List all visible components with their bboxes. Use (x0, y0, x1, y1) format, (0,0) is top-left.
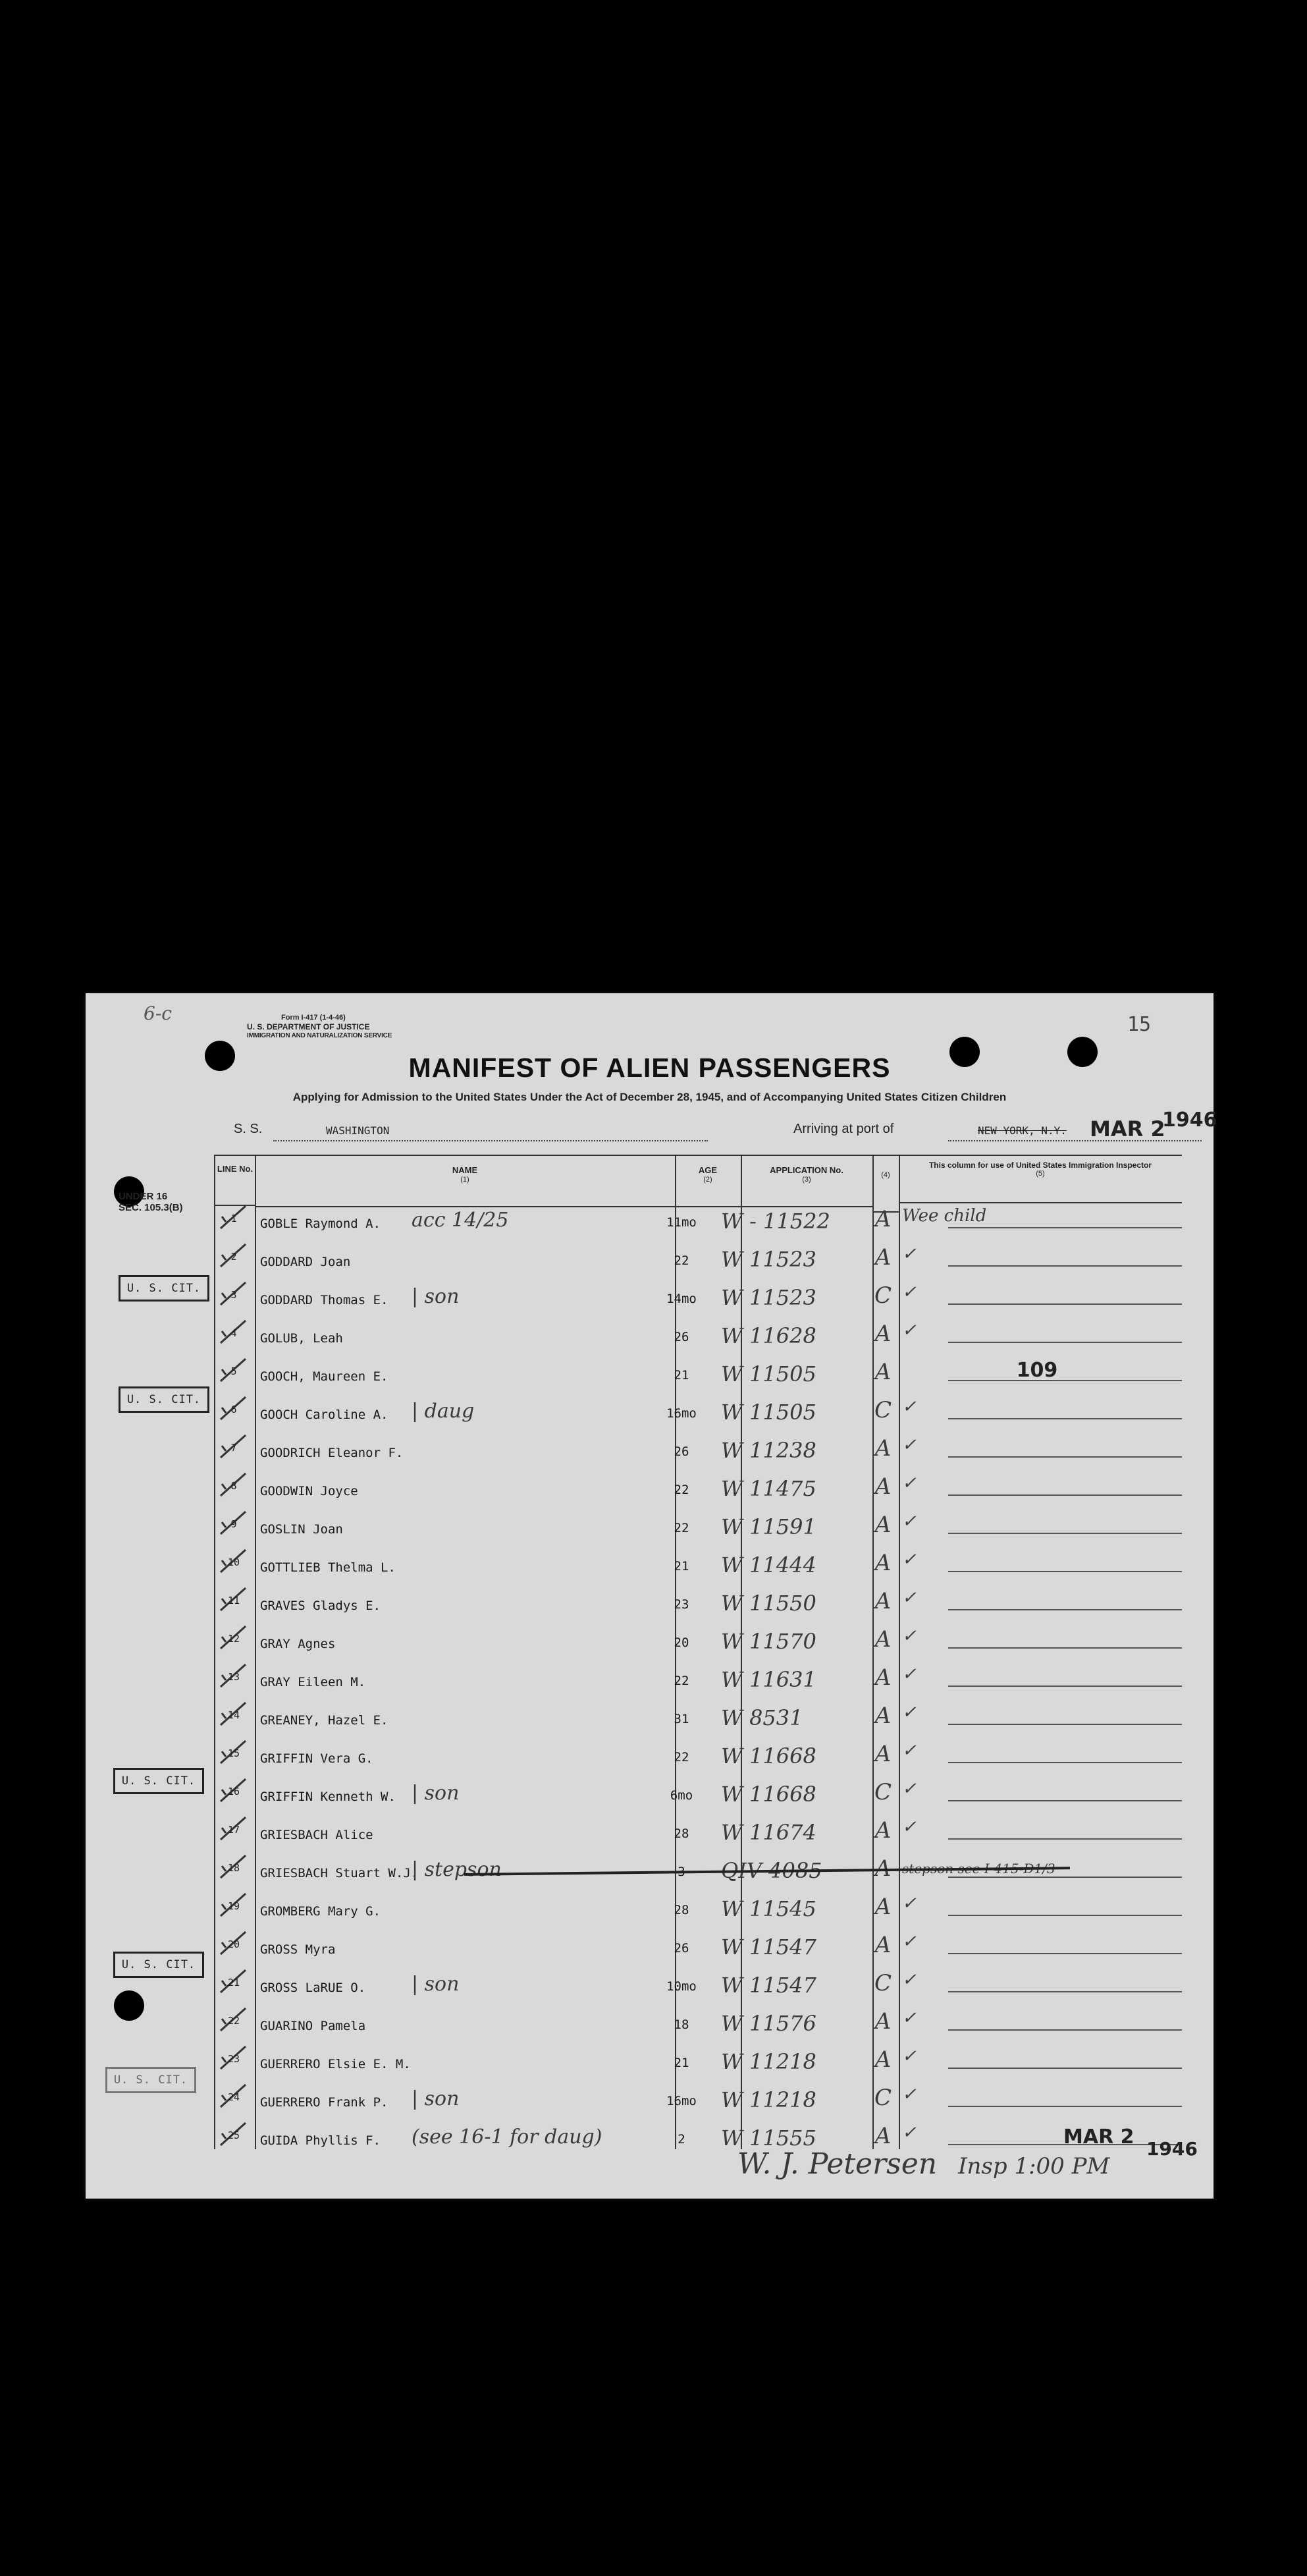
row-rule (948, 1227, 1182, 1228)
application-number: W 11547 (721, 1973, 816, 1998)
application-number: W 11674 (721, 1820, 816, 1845)
row-rule (948, 1724, 1182, 1725)
handwritten-name-note: | daug (412, 1400, 475, 1423)
inspector-mark: ✓ (902, 2123, 917, 2143)
table-row (214, 1963, 1182, 2002)
row-rule (948, 1647, 1182, 1649)
passenger-age: 16mo (666, 2094, 697, 2108)
class-code: A (874, 1817, 892, 1844)
passenger-name: GUERRERO Frank P. (260, 2095, 388, 2110)
table-row (214, 1543, 1182, 1581)
passenger-name: GOLUB, Leah (260, 1331, 343, 1346)
row-rule (948, 1494, 1182, 1496)
application-number: W 11668 (721, 1743, 816, 1768)
table-row (214, 1199, 1182, 1238)
application-number: W 11628 (721, 1323, 816, 1348)
class-code: A (874, 1703, 892, 1729)
class-code: A (874, 1359, 892, 1385)
application-number: W 11523 (721, 1247, 816, 1272)
class-code: A (874, 1894, 892, 1920)
row-rule (948, 1609, 1182, 1610)
application-number: W 11591 (721, 1514, 816, 1539)
line-number: 9 (230, 1518, 237, 1530)
header-inspector: This column for use of United States Immigration Inspector (5) (899, 1156, 1182, 1203)
handwritten-name-note: | son (412, 1782, 460, 1805)
class-code: A (874, 1206, 892, 1232)
line-number: 19 (227, 1900, 240, 1912)
inspector-mark: ✓ (902, 1435, 917, 1455)
passenger-age: 14mo (666, 1292, 697, 1306)
inspector-mark: ✓ (902, 1626, 917, 1646)
passenger-age: 31 (674, 1712, 689, 1726)
header-col4: (4) (872, 1156, 899, 1213)
line-number: 15 (227, 1747, 240, 1759)
class-code: A (874, 1473, 892, 1500)
inspector-mark: ✓ (902, 1282, 917, 1302)
inspector-mark: ✓ (902, 1473, 917, 1493)
inspector-mark: ✓ (902, 1817, 917, 1837)
inspector-mark: ✓ (902, 1244, 917, 1264)
class-code: A (874, 2123, 892, 2149)
under-16-note: UNDER 16 SEC. 105.3(B) (119, 1191, 183, 1213)
document-title: MANIFEST OF ALIEN PASSENGERS (408, 1053, 891, 1083)
line-number: 7 (230, 1442, 237, 1454)
passenger-age: 23 (674, 1597, 689, 1612)
handwritten-name-note: acc 14/25 (412, 1209, 509, 1232)
application-number: W 11475 (721, 1476, 816, 1501)
passenger-name: GOBLE Raymond A. (260, 1217, 381, 1231)
ship-line (234, 1109, 1217, 1143)
table-row (214, 1925, 1182, 1963)
line-number: 17 (227, 1824, 240, 1836)
passenger-name: GOTTLIEB Thelma L. (260, 1560, 396, 1575)
table-row (214, 2078, 1182, 2116)
us-citizen-stamp: U. S. CIT. (113, 1952, 204, 1978)
arrival-year-stamp: 1946 (1162, 1109, 1217, 1132)
passenger-age: 11mo (666, 1215, 697, 1230)
application-number: W 11505 (721, 1400, 816, 1425)
application-number: W 11555 (721, 2125, 816, 2151)
table-row (214, 1276, 1182, 1314)
passenger-age: 26 (674, 1444, 689, 1459)
class-code: C (874, 1779, 892, 1805)
class-code: A (874, 2046, 892, 2073)
us-citizen-stamp: U. S. CIT. (113, 1768, 204, 1794)
header-name: NAME (1) (255, 1156, 675, 1207)
port-label: Arriving at port of (793, 1122, 894, 1136)
class-code: A (874, 1550, 892, 1576)
inspector-mark: ✓ (902, 1588, 917, 1608)
row-rule (948, 1991, 1182, 1992)
inspector-mark: ✓ (902, 1741, 917, 1761)
passenger-age: 16mo (666, 1406, 697, 1421)
passenger-name: GOOCH Caroline A. (260, 1408, 388, 1422)
passenger-age: 28 (674, 1903, 689, 1917)
line-number: 8 (230, 1480, 237, 1492)
line-number: 5 (230, 1365, 237, 1377)
passenger-age: 21 (674, 2056, 689, 2070)
handwritten-name-note: | son (412, 1285, 460, 1308)
passenger-age: 2 (678, 2132, 685, 2147)
inspector-mark: ✓ (902, 1321, 917, 1340)
passenger-age: 21 (674, 1368, 689, 1383)
table-row (214, 1849, 1182, 1887)
application-number: W 11550 (721, 1591, 816, 1616)
passenger-name: GRIFFIN Vera G. (260, 1751, 373, 1766)
class-code: A (874, 1932, 892, 1958)
row-rule (948, 1418, 1182, 1419)
inspector-mark: ✓ (902, 1703, 917, 1722)
passenger-age: 28 (674, 1826, 689, 1841)
table-row (214, 1581, 1182, 1620)
row-rule (948, 1800, 1182, 1801)
passenger-name: GOODRICH Eleanor F. (260, 1446, 404, 1460)
inspector-mark: ✓ (902, 2046, 917, 2066)
handwritten-name-note: | stepson (412, 1858, 502, 1881)
manifest-page (86, 993, 1217, 2199)
header-age: AGE (2) (675, 1156, 741, 1207)
passenger-age: 22 (674, 1521, 689, 1535)
class-code: C (874, 1970, 892, 1996)
corner-note: 6-c (144, 1002, 172, 1024)
application-number: W - 11522 (721, 1209, 830, 1234)
table-row (214, 1696, 1182, 1734)
table-row (214, 1238, 1182, 1276)
inspector-signature: W. J. Petersen Insp 1:00 PM (737, 2147, 1110, 2181)
application-number: W 11668 (721, 1782, 816, 1807)
application-number: W 11570 (721, 1629, 816, 1654)
passenger-name: GRIESBACH Stuart W.J. (260, 1866, 419, 1880)
line-number: 22 (227, 2015, 240, 2027)
class-code: C (874, 1282, 892, 1309)
line-number: 18 (227, 1862, 240, 1874)
handwritten-name-note: | son (412, 1973, 460, 1996)
class-code: C (874, 1397, 892, 1423)
passenger-age: 22 (674, 1674, 689, 1688)
row-rule (948, 1303, 1182, 1305)
row-rule (948, 2029, 1182, 2031)
handwritten-name-note: (see 16-1 for daug) (412, 2125, 602, 2149)
class-code: A (874, 1588, 892, 1614)
line-number: 24 (227, 2091, 240, 2103)
application-number: W 11631 (721, 1667, 816, 1692)
handwritten-name-note: | son (412, 2087, 460, 2110)
line-number: 12 (227, 1633, 240, 1645)
row-rule (948, 1533, 1182, 1534)
passenger-name: GODDARD Thomas E. (260, 1293, 388, 1307)
table-row (214, 1505, 1182, 1543)
line-number: 10 (227, 1556, 240, 1568)
row-rule (948, 1762, 1182, 1763)
application-number: W 11505 (721, 1361, 816, 1386)
us-citizen-stamp: U. S. CIT. (119, 1275, 209, 1302)
passenger-name: GRAVES Gladys E. (260, 1599, 381, 1613)
class-code: A (874, 1244, 892, 1271)
inspector-mark: ✓ (902, 1970, 917, 1990)
passenger-table (214, 1155, 1182, 2149)
passenger-age: 22 (674, 1253, 689, 1268)
line-number: 21 (227, 1977, 240, 1988)
class-code: A (874, 1512, 892, 1538)
passenger-name: GODDARD Joan (260, 1255, 351, 1269)
row-rule (948, 1915, 1182, 1916)
table-row (214, 1887, 1182, 1925)
passenger-name: GOODWIN Joyce (260, 1484, 358, 1498)
line-number: 3 (230, 1289, 237, 1301)
inspector-mark: ✓ (902, 2085, 917, 2104)
passenger-age: 26 (674, 1941, 689, 1956)
line-number: 14 (227, 1709, 240, 1721)
passenger-age: 6mo (670, 1788, 693, 1803)
application-number: W 11238 (721, 1438, 816, 1463)
port-name: NEW YORK, N.Y. (978, 1124, 1067, 1137)
row-rule (948, 1571, 1182, 1572)
inspector-mark: ✓ (902, 2008, 917, 2028)
us-citizen-stamp: U. S. CIT. (119, 1386, 209, 1413)
passenger-age: 22 (674, 1750, 689, 1765)
document-subtitle: Applying for Admission to the United States Under the Act of December 28, 1945, and of Accompanying United States Citizen Children (292, 1091, 1007, 1103)
row-rule (948, 1877, 1182, 1878)
punch-hole (114, 1990, 144, 2021)
ship-label: S. S. (234, 1122, 263, 1136)
table-row (214, 1352, 1182, 1390)
class-code: A (874, 1741, 892, 1767)
table-row (214, 1658, 1182, 1696)
application-number: W 11547 (721, 1934, 816, 1959)
class-code: A (874, 1321, 892, 1347)
passenger-age: 21 (674, 1559, 689, 1574)
line-number: 20 (227, 1938, 240, 1950)
passenger-age: 20 (674, 1635, 689, 1650)
header-line-no: LINE No. (215, 1156, 255, 1206)
form-service: IMMIGRATION AND NATURALIZATION SERVICE (247, 1032, 392, 1039)
ship-name: WASHINGTON (326, 1124, 390, 1137)
table-row (214, 1429, 1182, 1467)
table-row (214, 1467, 1182, 1505)
line-number: 2 (230, 1251, 237, 1263)
form-header (227, 1013, 477, 1041)
inspector-mark: ✓ (902, 1779, 917, 1799)
page-number: 15 (1127, 1013, 1152, 1036)
form-department: U. S. DEPARTMENT OF JUSTICE (247, 1022, 370, 1031)
row-rule (948, 1456, 1182, 1458)
inspector-mark: ✓ (902, 1550, 917, 1570)
table-row (214, 1390, 1182, 1429)
passenger-name: GUERRERO Elsie E. M. (260, 2057, 411, 2071)
table-row (214, 1811, 1182, 1849)
passenger-age: 18 (674, 2017, 689, 2032)
class-code: A (874, 2008, 892, 2035)
class-code: A (874, 1626, 892, 1653)
application-number: W 11218 (721, 2049, 816, 2074)
application-number: W 8531 (721, 1705, 803, 1730)
header-application: APPLICATION No. (3) (741, 1156, 872, 1207)
table-row (214, 1620, 1182, 1658)
row-rule (948, 1342, 1182, 1343)
row-rule (948, 2068, 1182, 2069)
passenger-name: GOOCH, Maureen E. (260, 1369, 388, 1384)
passenger-name: GRIFFIN Kenneth W. (260, 1790, 396, 1804)
passenger-name: GREANEY, Hazel E. (260, 1713, 388, 1728)
passenger-name: GRAY Agnes (260, 1637, 336, 1651)
application-number: W 11218 (721, 2087, 816, 2112)
line-number: 1 (230, 1213, 237, 1224)
table-row (214, 1314, 1182, 1352)
inspector-mark: ✓ (902, 1932, 917, 1952)
passenger-name: GOSLIN Joan (260, 1522, 343, 1537)
application-number: W 11523 (721, 1285, 816, 1310)
inspector-mark: stepson see I-415-D1/3 (902, 1861, 1055, 1877)
application-number: W 11576 (721, 2011, 816, 2036)
inspector-mark: ✓ (902, 1894, 917, 1913)
inspector-mark: ✓ (902, 1397, 917, 1417)
passenger-name: GROMBERG Mary G. (260, 1904, 381, 1919)
line-number: 6 (230, 1404, 237, 1415)
passenger-name: GRAY Eileen M. (260, 1675, 366, 1689)
row-rule (948, 1265, 1182, 1267)
passenger-name: GUARINO Pamela (260, 2019, 366, 2033)
passenger-age: 10mo (666, 1979, 697, 1994)
inspector-mark: ✓ (902, 1664, 917, 1684)
line-number: 4 (230, 1327, 237, 1339)
line-number: 25 (227, 2129, 240, 2141)
inspector-mark: Wee child (902, 1206, 987, 1226)
line-number: 16 (227, 1786, 240, 1797)
class-code: C (874, 2085, 892, 2111)
arrival-date-stamp: MAR 2 (1090, 1116, 1165, 1141)
inspector-mark: ✓ (902, 1512, 917, 1531)
row-rule (948, 1838, 1182, 1840)
application-number: W 11444 (721, 1552, 816, 1577)
passenger-name: GROSS LaRUE O. (260, 1981, 366, 1995)
passenger-age: 26 (674, 1330, 689, 1344)
form-number: Form I-417 (1-4-46) (281, 1014, 346, 1022)
us-citizen-stamp: U. S. CIT. (105, 2067, 196, 2093)
passenger-name: GRIESBACH Alice (260, 1828, 373, 1842)
row-rule (948, 2106, 1182, 2107)
inspector-mark: 109 (1016, 1359, 1058, 1382)
row-rule (948, 1953, 1182, 1954)
class-code: A (874, 1435, 892, 1462)
table-row (214, 2002, 1182, 2040)
line-number: 13 (227, 1671, 240, 1683)
line-number: 11 (227, 1595, 240, 1606)
row-rule (948, 1685, 1182, 1687)
table-row (214, 1772, 1182, 1811)
passenger-name: GROSS Myra (260, 1942, 336, 1957)
ship-name-underline (273, 1140, 708, 1141)
passenger-age: 22 (674, 1483, 689, 1497)
table-row (214, 2040, 1182, 2078)
line-number: 23 (227, 2053, 240, 2065)
application-number: W 11545 (721, 1896, 816, 1921)
inspection-date-stamp: MAR 2 1946 (1063, 2125, 1198, 2160)
class-code: A (874, 1664, 892, 1691)
passenger-name: GUIDA Phyllis F. (260, 2133, 381, 2148)
table-row (214, 1734, 1182, 1772)
